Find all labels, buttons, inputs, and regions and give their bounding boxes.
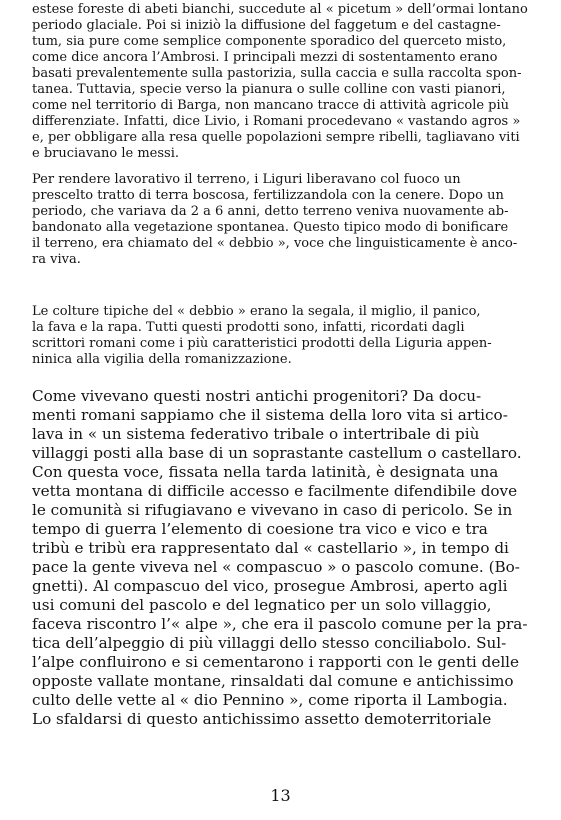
text-line: bandonato alla vegetazione spontanea. Questo tipico modo di bonificare [32, 220, 509, 235]
text-line: opposte vallate montane, rinsaldati dal comune e antichissimo [32, 672, 514, 690]
text-line: Come vivevano questi nostri antichi progenitori? Da docu- [32, 387, 482, 405]
text-line: menti romani sappiamo che il sistema della loro vita si artico- [32, 406, 508, 424]
text-line: Lo sfaldarsi di questo antichissimo assetto demoterritoriale [32, 710, 492, 728]
text-line: e bruciavano le messi. [32, 146, 179, 161]
text-line: Per rendere lavorativo il terreno, i Liguri liberavano col fuoco un [32, 172, 461, 187]
page-number: 13 [270, 786, 291, 805]
text-line: vetta montana di difficile accesso e facilmente difendibile dove [32, 482, 518, 500]
text-line: l’alpe confluirono e si cementarono i rapporti con le genti delle [32, 653, 520, 671]
text-line: tribù e tribù era rappresentato dal « castellario », in tempo di [32, 539, 509, 557]
text-line: pace la gente viveva nel « compascuo » o pascolo comune. (Bo- [32, 558, 520, 576]
text-line: scrittori romani come i più caratteristici prodotti della Liguria appen- [32, 336, 492, 351]
text-line: gnetti). Al compascuo del vico, prosegue Ambrosi, aperto agli [32, 577, 508, 595]
text-line: usi comuni del pascolo e del legnatico per un solo villaggio, [32, 596, 492, 614]
text-line: tum, sia pure come semplice componente sporadico del querceto misto, [32, 34, 507, 49]
text-line: periodo glaciale. Poi si iniziò la diffusione del faggetum e del castagne- [32, 18, 501, 33]
text-line: lava in « un sistema federativo tribale o intertribale di più [32, 425, 480, 443]
text-line: come nel territorio di Barga, non mancano tracce di attività agricole più [32, 98, 510, 113]
text-line: tanea. Tuttavia, specie verso la pianura o sulle colline con vasti pianori, [32, 82, 506, 97]
text-line: e, per obbligare alla resa quelle popolazioni sempre ribelli, tagliavano viti [32, 130, 520, 145]
text-line: ra viva. [32, 252, 81, 267]
text-line: estese foreste di abeti bianchi, succedute al « picetum » dell’ormai lontano [32, 2, 528, 17]
text-line: faceva riscontro l’« alpe », che era il pascolo comune per la pra- [32, 615, 528, 633]
text-line: la fava e la rapa. Tutti questi prodotti sono, infatti, ricordati dagli [32, 320, 465, 335]
text-line: differenziate. Infatti, dice Livio, i Romani procedevano « vastando agros » [32, 114, 521, 129]
text-line: il terreno, era chiamato del « debbio », voce che linguisticamente è anco- [32, 236, 518, 251]
text-line: Con questa voce, fissata nella tarda latinità, è designata una [32, 463, 499, 481]
text-line: prescelto tratto di terra boscosa, fertilizzandola con la cenere. Dopo un [32, 188, 504, 203]
text-line: culto delle vette al « dio Pennino », come riporta il Lambogia. [32, 691, 508, 709]
text-line: tempo di guerra l’elemento di coesione tra vico e vico e tra [32, 520, 488, 538]
text-line: villaggi posti alla base di un soprastante castellum o castellaro. [32, 444, 522, 462]
text-line: ninica alla vigilia della romanizzazione. [32, 352, 292, 367]
text-line: Le colture tipiche del « debbio » erano la segala, il miglio, il panico, [32, 304, 481, 319]
text-line: tica dell’alpeggio di più villaggi dello stesso conciliabolo. Sul- [32, 634, 507, 652]
text-line: periodo, che variava da 2 a 6 anni, detto terreno veniva nuovamente ab- [32, 204, 509, 219]
text-line: basati prevalentemente sulla pastorizia, sulla caccia e sulla raccolta spon- [32, 66, 522, 81]
text-line: le comunità si rifugiavano e vivevano in caso di pericolo. Se in [32, 501, 513, 519]
text-line: come dice ancora l’Ambrosi. I principali mezzi di sostentamento erano [32, 50, 498, 65]
